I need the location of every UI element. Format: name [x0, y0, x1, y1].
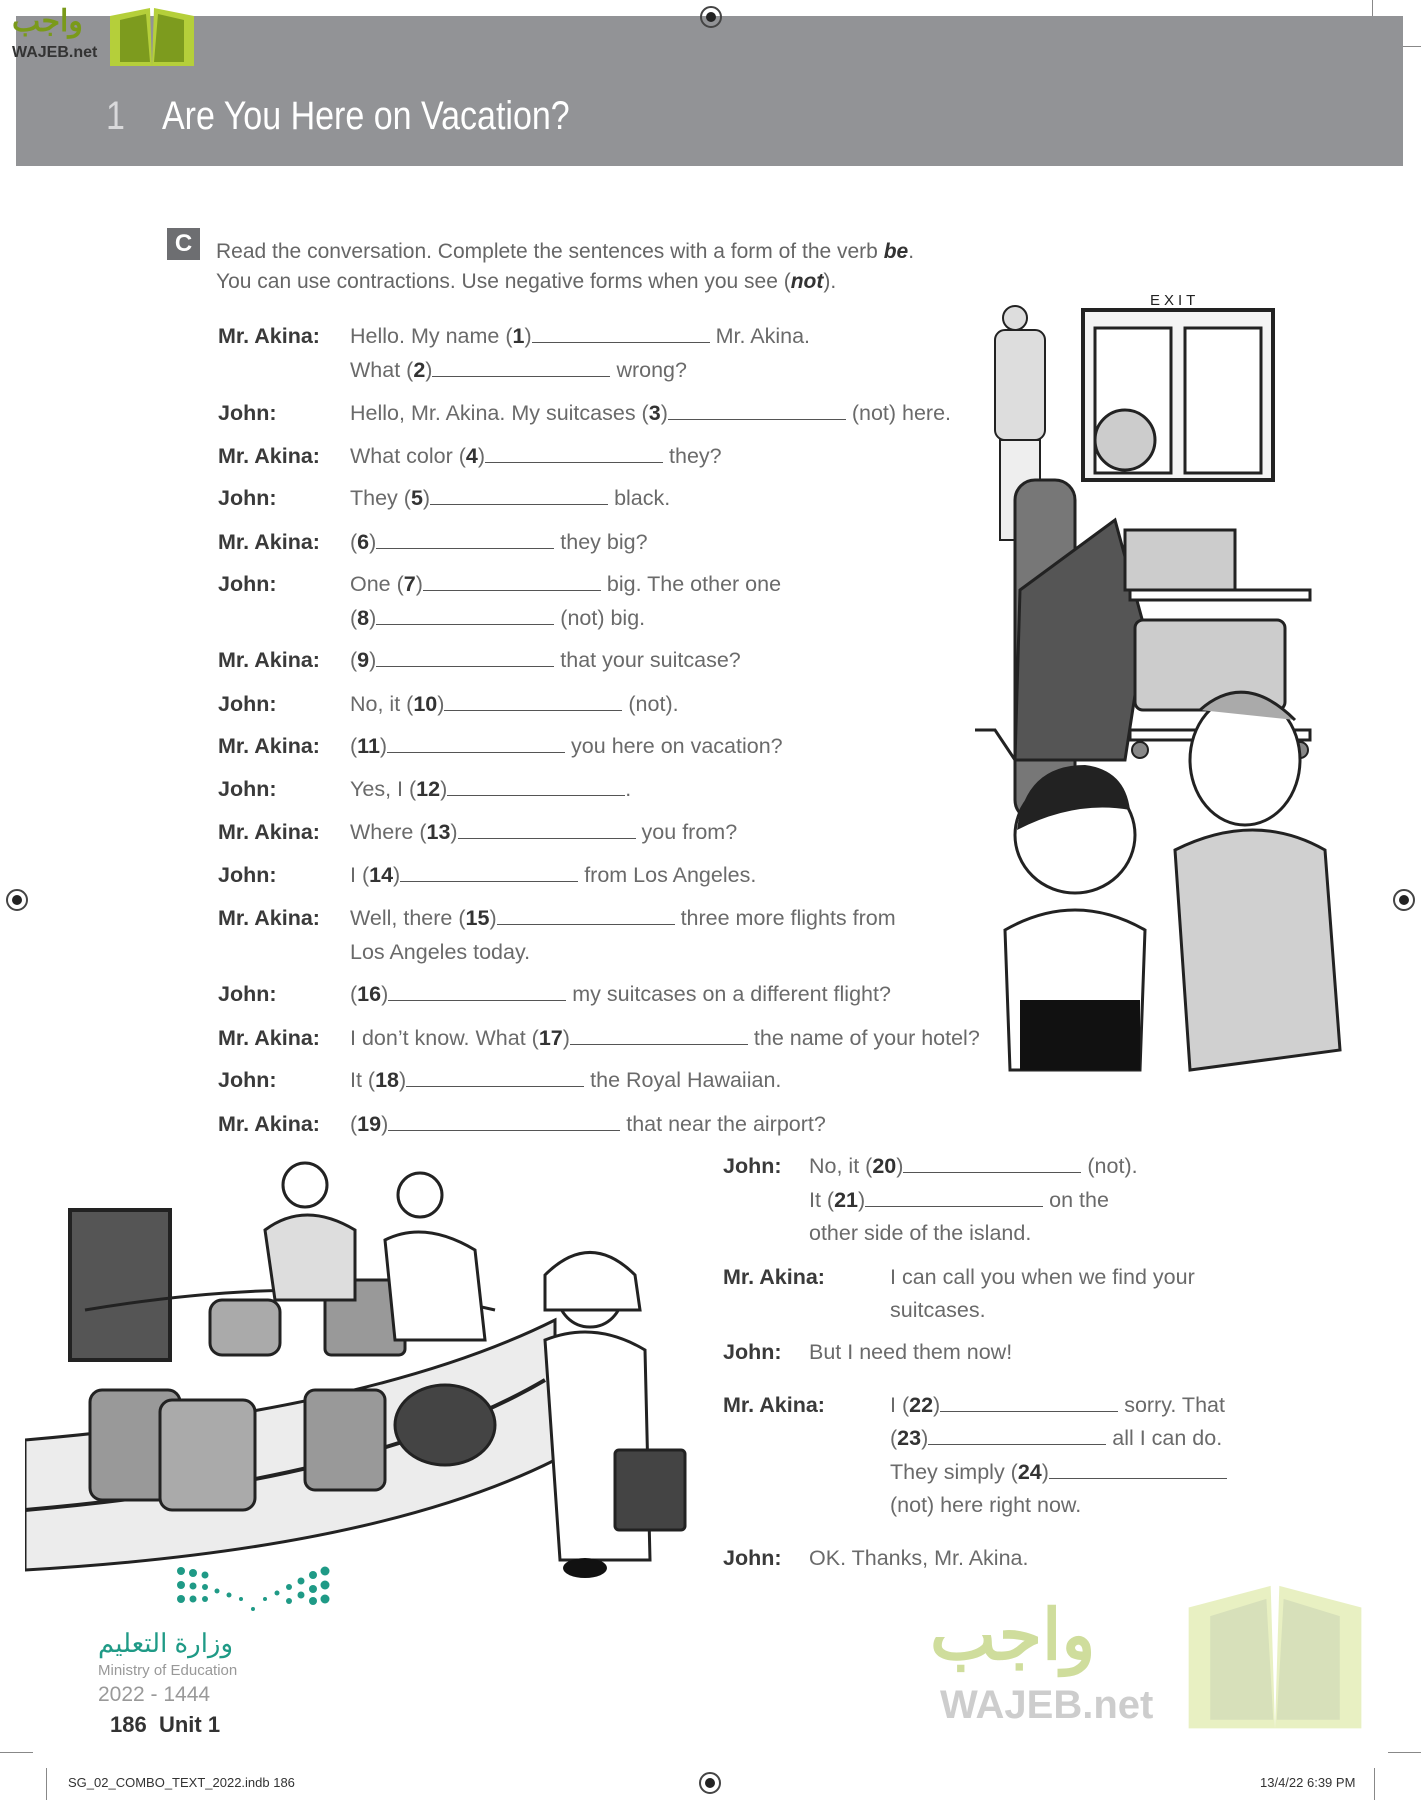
speaker-label: Mr. Akina: [218, 906, 320, 930]
dialogue-text: they? [663, 444, 722, 468]
speaker-label: Mr. Akina: [218, 444, 320, 468]
dialogue-line [350, 819, 737, 845]
dialogue-text: other side of the island. [809, 1221, 1032, 1245]
speaker-label: John: [218, 401, 277, 425]
answer-blank-3[interactable] [668, 401, 846, 420]
paren: ) [477, 444, 486, 468]
dialogue-line [890, 1425, 1222, 1451]
blank-number: 16 [357, 982, 382, 1006]
dialogue-text: that your suitcase? [554, 648, 741, 672]
answer-blank-17[interactable] [570, 1026, 748, 1045]
dialogue-text: I [350, 863, 362, 887]
speaker-label: Mr. Akina: [723, 1265, 825, 1289]
dialogue-text: What [350, 358, 407, 382]
crop-mark [46, 1768, 47, 1800]
blank-number: 15 [465, 906, 490, 930]
dialogue-line [809, 1545, 1028, 1571]
paren: ( [458, 444, 466, 468]
answer-blank-22[interactable] [940, 1393, 1118, 1412]
paren: ( [901, 1393, 910, 1417]
answer-blank-4[interactable] [485, 444, 663, 463]
dialogue-text: Los Angeles today. [350, 940, 531, 964]
dialogue-text: What color [350, 444, 459, 468]
blank-number: 24 [1017, 1460, 1042, 1484]
blank-number: 18 [375, 1068, 400, 1092]
speaker-label: Mr. Akina: [218, 530, 320, 554]
ministry-dots-logo-icon [175, 1565, 335, 1620]
dialogue-text: Well, there [350, 906, 459, 930]
dialogue-line [350, 862, 756, 888]
blank-number: 6 [357, 530, 370, 554]
dialogue-line [350, 647, 741, 673]
paren: ( [458, 906, 466, 930]
dialogue-text: you from? [635, 820, 738, 844]
dialogue-text: all I can do. [1106, 1426, 1223, 1450]
paren: ( [350, 606, 358, 630]
dialogue-line [350, 733, 783, 759]
instruction-text: . [908, 240, 915, 263]
answer-blank-23[interactable] [928, 1426, 1106, 1445]
paren: ( [350, 648, 358, 672]
paren: ( [531, 1026, 539, 1050]
dialogue-line [350, 605, 645, 631]
baggage-carousel-illustration [25, 1150, 715, 1610]
dialogue-line [890, 1492, 1081, 1518]
answer-blank-9[interactable] [376, 648, 554, 667]
dialogue-text: the Royal Hawaiian. [584, 1068, 782, 1092]
ministry-arabic-name: وزارة التعليم [98, 1628, 234, 1658]
paren: ) [399, 1068, 407, 1092]
answer-blank-5[interactable] [430, 486, 608, 505]
watermark-arabic: واجب [930, 1596, 1096, 1674]
paren: ) [369, 530, 377, 554]
print-timestamp: 13/4/22 6:39 PM [1260, 1775, 1356, 1790]
crop-mark [1374, 1768, 1375, 1800]
dialogue-text: big. The other one [600, 572, 782, 596]
paren: ) [933, 1393, 941, 1417]
dialogue-text: OK. Thanks, Mr. Akina. [809, 1546, 1029, 1570]
dialogue-text: No, it [350, 692, 407, 716]
dialogue-text: It [809, 1188, 827, 1212]
dialogue-text: three more flights from [674, 906, 896, 930]
paren: ( [367, 1068, 376, 1092]
speaker-label: John: [723, 1340, 782, 1364]
dialogue-text: I don’t know. What [350, 1026, 532, 1050]
instruction-line-2 [216, 270, 836, 294]
dialogue-line [350, 1111, 826, 1137]
logo-english: WAJEB.net [12, 44, 98, 61]
paren: ( [826, 1188, 835, 1212]
crop-mark [0, 1752, 33, 1753]
blank-number: 11 [357, 734, 380, 758]
dialogue-line [890, 1297, 986, 1323]
paren: ) [450, 820, 458, 844]
blank-number: 12 [416, 777, 441, 801]
instruction-line-1 [216, 240, 914, 264]
instruction-text: ). [823, 270, 837, 293]
dialogue-line [350, 981, 891, 1007]
wajeb-watermark [930, 1595, 1170, 1735]
dialogue-line [350, 485, 670, 511]
lesson-header-band [16, 16, 1403, 166]
answer-blank-6[interactable] [376, 530, 554, 549]
instruction-text: Read the conversation. Complete the sentences with a form of the verb [216, 240, 884, 263]
dialogue-text: One [350, 572, 397, 596]
speaker-label: John: [218, 1068, 277, 1092]
blank-number: 7 [403, 572, 416, 596]
paren: ( [350, 734, 358, 758]
paren: ) [562, 1026, 570, 1050]
speaker-label: John: [218, 486, 277, 510]
paren: ) [858, 1188, 866, 1212]
dialogue-text: suitcases. [890, 1298, 986, 1322]
dialogue-line [350, 400, 951, 426]
dialogue-text: sorry. That [1118, 1393, 1225, 1417]
blank-number: 10 [413, 692, 438, 716]
answer-blank-20[interactable] [903, 1154, 1081, 1173]
paren: ) [415, 572, 423, 596]
lesson-number: 1 [106, 94, 125, 138]
answer-blank-11[interactable] [387, 734, 565, 753]
dialogue-line [350, 571, 781, 597]
blank-number: 14 [369, 863, 394, 887]
dialogue-text: black. [608, 486, 671, 510]
dialogue-text: (not) here right now. [890, 1493, 1082, 1517]
paren: ( [361, 863, 370, 887]
answer-blank-14[interactable] [400, 863, 578, 882]
paren: ( [419, 820, 427, 844]
blank-number: 20 [872, 1154, 897, 1178]
paren: ( [350, 530, 358, 554]
dialogue-line [350, 443, 722, 469]
blank-number: 5 [410, 486, 423, 510]
blank-number: 17 [538, 1026, 563, 1050]
watermark-english: WAJEB.net [940, 1683, 1154, 1727]
answer-blank-16[interactable] [388, 982, 566, 1001]
logo-arabic: واجب [12, 5, 83, 38]
paren: ( [350, 1112, 358, 1136]
dialogue-text: (not) here. [845, 401, 952, 425]
print-slug: SG_02_COMBO_TEXT_2022.indb 186 [68, 1775, 295, 1790]
dialogue-text: my suitcases on a different flight? [566, 982, 891, 1006]
exit-sign: EXIT [1150, 292, 1200, 309]
section-badge: C [167, 228, 200, 260]
book-icon [106, 6, 198, 68]
dialogue-line [350, 691, 679, 717]
answer-blank-1[interactable] [532, 324, 710, 343]
paren: ( [641, 401, 649, 425]
answer-blank-15[interactable] [497, 906, 675, 925]
page-footer-label [110, 1712, 220, 1738]
answer-blank-19[interactable] [388, 1112, 620, 1131]
dialogue-line [350, 1067, 781, 1093]
dialogue-text: They [350, 486, 404, 510]
dialogue-text: It [350, 1068, 368, 1092]
paren: ( [408, 777, 417, 801]
paren: ( [403, 486, 411, 510]
dialogue-line [350, 776, 631, 802]
speaker-label: John: [218, 863, 277, 887]
dialogue-line [890, 1392, 1225, 1418]
registration-mark-icon [1393, 889, 1415, 911]
dialogue-line [350, 905, 896, 931]
dialogue-line [809, 1220, 1031, 1246]
speaker-label: Mr. Akina: [723, 1393, 825, 1417]
dialogue-text: . [625, 777, 632, 801]
paren: ) [440, 777, 448, 801]
dialogue-text: I [890, 1393, 902, 1417]
blank-number: 4 [465, 444, 478, 468]
answer-blank-2[interactable] [432, 358, 610, 377]
answer-blank-10[interactable] [444, 692, 622, 711]
paren: ) [896, 1154, 904, 1178]
blank-number: 23 [897, 1426, 922, 1450]
answer-blank-7[interactable] [423, 572, 601, 591]
speaker-label: Mr. Akina: [218, 1026, 320, 1050]
speaker-label: John: [218, 692, 277, 716]
answer-blank-18[interactable] [406, 1068, 584, 1087]
dialogue-line [350, 529, 648, 555]
paren: ) [660, 401, 668, 425]
blank-number: 21 [834, 1188, 859, 1212]
paren: ) [422, 486, 431, 510]
dialogue-text: Hello, Mr. Akina. My suitcases [350, 401, 642, 425]
blank-number: 9 [357, 648, 370, 672]
registration-mark-icon [699, 1772, 721, 1794]
dialogue-text: But I need them now! [809, 1340, 1013, 1364]
dialogue-line [350, 323, 810, 349]
dialogue-text: the name of your hotel? [747, 1026, 980, 1050]
paren: ( [396, 572, 404, 596]
speaker-label: Mr. Akina: [218, 820, 320, 844]
wajeb-logo [10, 4, 190, 66]
dialogue-text: from Los Angeles. [578, 863, 757, 887]
speaker-label: Mr. Akina: [218, 324, 320, 348]
dialogue-line [350, 939, 530, 965]
paren: ) [381, 1112, 389, 1136]
blank-number: 8 [357, 606, 370, 630]
watermark-book-icon [1180, 1580, 1370, 1730]
dialogue-text: you here on vacation? [565, 734, 783, 758]
speaker-label: John: [218, 572, 277, 596]
speaker-label: Mr. Akina: [218, 734, 320, 758]
blank-number: 3 [648, 401, 661, 425]
dialogue-line [809, 1187, 1109, 1213]
paren: ( [350, 982, 358, 1006]
dialogue-line [350, 1025, 980, 1051]
dialogue-line [890, 1459, 1227, 1485]
instruction-text: You can use contractions. Use negative forms when you see ( [216, 270, 791, 293]
speaker-label: John: [723, 1546, 782, 1570]
paren: ) [524, 324, 532, 348]
speaker-label: Mr. Akina: [218, 1112, 320, 1136]
answer-blank-21[interactable] [865, 1188, 1043, 1207]
paren: ( [406, 358, 414, 382]
dialogue-text: Yes, I [350, 777, 409, 801]
dialogue-text: (not) big. [554, 606, 646, 630]
dialogue-text: they big? [554, 530, 648, 554]
blank-number: 22 [909, 1393, 934, 1417]
paren: ( [865, 1154, 873, 1178]
blank-number: 2 [413, 358, 426, 382]
answer-blank-24[interactable] [1049, 1460, 1227, 1479]
paren: ) [393, 863, 401, 887]
page-title: Are You Here on Vacation? [162, 94, 570, 138]
dialogue-line [890, 1264, 1195, 1290]
dialogue-text: No, it [809, 1154, 866, 1178]
speaker-label: John: [218, 982, 277, 1006]
paren: ) [921, 1426, 929, 1450]
dialogue-text: (not). [622, 692, 679, 716]
speaker-label: Mr. Akina: [218, 648, 320, 672]
paren: ) [369, 606, 377, 630]
ministry-year: 2022 - 1444 [98, 1683, 211, 1706]
dialogue-text: They simply [890, 1460, 1011, 1484]
dialogue-text: that near the airport? [620, 1112, 826, 1136]
dialogue-text: (not). [1081, 1154, 1138, 1178]
blank-number: 13 [426, 820, 451, 844]
airport-exit-illustration [975, 290, 1355, 1080]
blank-number: 1 [512, 324, 525, 348]
paren: ) [1041, 1460, 1049, 1484]
dialogue-text: wrong? [610, 358, 687, 382]
answer-blank-8[interactable] [376, 606, 554, 625]
dialogue-text: I can call you when we find your [890, 1265, 1195, 1289]
paren: ( [1010, 1460, 1018, 1484]
paren: ) [379, 734, 388, 758]
paren: ) [437, 692, 445, 716]
dialogue-line [809, 1339, 1012, 1365]
answer-blank-13[interactable] [458, 820, 636, 839]
dialogue-text: Where [350, 820, 420, 844]
dialogue-text: on the [1043, 1188, 1109, 1212]
speaker-label: John: [218, 777, 277, 801]
dialogue-text: Hello. My name [350, 324, 506, 348]
dialogue-text: Mr. Akina. [709, 324, 811, 348]
answer-blank-12[interactable] [447, 777, 625, 796]
paren: ) [489, 906, 497, 930]
instruction-not: not [790, 270, 824, 293]
registration-mark-icon [6, 889, 28, 911]
paren: ) [425, 358, 433, 382]
paren: ( [406, 692, 414, 716]
paren: ( [890, 1426, 898, 1450]
page-number: 186 [110, 1712, 147, 1737]
registration-mark-icon [700, 6, 722, 28]
dialogue-line [350, 357, 687, 383]
paren: ) [381, 982, 389, 1006]
instruction-verb: be [883, 240, 909, 263]
paren: ) [369, 648, 377, 672]
speaker-label: John: [723, 1154, 782, 1178]
dialogue-line [809, 1153, 1138, 1179]
crop-mark [1388, 1752, 1421, 1753]
paren: ( [505, 324, 513, 348]
unit-label: Unit 1 [158, 1712, 221, 1737]
ministry-english-name: Ministry of Education [98, 1662, 238, 1679]
blank-number: 19 [357, 1112, 382, 1136]
